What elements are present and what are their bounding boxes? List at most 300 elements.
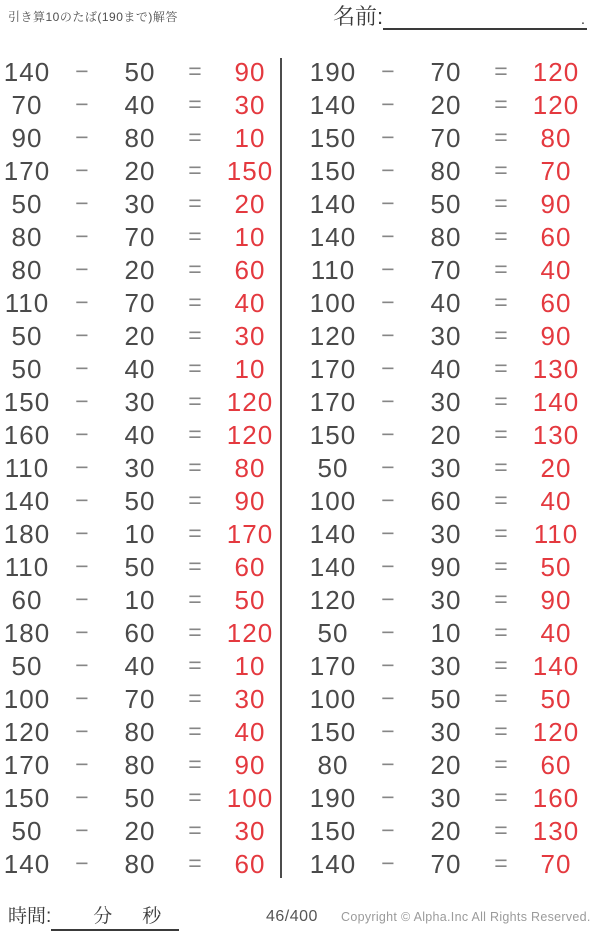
minus-icon: − [381,322,395,348]
minus-icon: − [75,718,89,744]
minus-icon: − [381,256,395,282]
operand-2: 30 [124,386,156,417]
answer: 80 [234,452,266,483]
equals-icon: = [494,751,508,777]
operand-1: 140 [3,848,51,879]
equals-icon: = [188,586,202,612]
equals-icon: = [494,586,508,612]
name-label: 名前: [333,4,384,29]
answer: 30 [234,320,266,351]
equals-icon: = [188,817,202,843]
operand-1: 50 [317,452,349,483]
operand-1: 80 [11,254,43,285]
operand-2: 50 [430,188,462,219]
operand-1: 70 [11,89,43,120]
minus-icon: − [75,322,89,348]
equals-icon: = [188,553,202,579]
equals-icon: = [494,322,508,348]
operand-2: 30 [430,452,462,483]
operand-1: 170 [3,749,51,780]
operand-1: 140 [309,551,357,582]
equals-icon: = [494,289,508,315]
minus-icon: − [381,553,395,579]
operand-2: 50 [124,782,156,813]
operand-1: 150 [3,386,51,417]
answer: 90 [234,749,266,780]
answer: 70 [540,848,572,879]
problems-column-right [280,55,600,880]
minus-icon: − [381,388,395,414]
operand-1: 170 [309,386,357,417]
operand-1: 120 [309,320,357,351]
problem-row [306,253,600,286]
operand-1: 140 [309,188,357,219]
answer: 30 [234,89,266,120]
operand-2: 40 [124,353,156,384]
operand-1: 140 [309,518,357,549]
operand-1: 110 [310,254,356,285]
operand-1: 140 [309,848,357,879]
page-number: 46/400 [266,908,318,925]
operand-2: 30 [430,782,462,813]
equals-icon: = [188,157,202,183]
equals-icon: = [494,355,508,381]
minus-icon: − [75,553,89,579]
operand-1: 110 [4,551,50,582]
operand-2: 30 [430,650,462,681]
minus-icon: − [75,91,89,117]
answer: 20 [540,452,572,483]
operand-1: 190 [309,782,357,813]
minus-icon: − [75,190,89,216]
operand-1: 100 [309,287,357,318]
operand-1: 120 [309,584,357,615]
minus-icon: − [75,784,89,810]
problem-row [0,55,280,88]
problem-row [0,781,280,814]
equals-icon: = [494,454,508,480]
answer: 120 [226,386,274,417]
minus-icon: − [381,91,395,117]
operand-2: 50 [124,56,156,87]
problem-row [0,451,280,484]
problem-row [306,121,600,154]
problem-row [306,748,600,781]
answer: 90 [234,485,266,516]
problem-row [306,781,600,814]
minus-icon: − [75,685,89,711]
problem-row [306,154,600,187]
problem-row [0,121,280,154]
operand-1: 80 [317,749,349,780]
equals-icon: = [188,256,202,282]
equals-icon: = [494,850,508,876]
operand-2: 20 [124,254,156,285]
answer: 60 [540,749,572,780]
equals-icon: = [188,850,202,876]
answer: 120 [226,419,274,450]
problem-row [0,418,280,451]
equals-icon: = [188,718,202,744]
minus-icon: − [75,751,89,777]
answer: 50 [540,683,572,714]
equals-icon: = [494,784,508,810]
operand-1: 90 [11,122,43,153]
operand-1: 150 [3,782,51,813]
operand-2: 50 [124,485,156,516]
answer: 90 [540,188,572,219]
equals-icon: = [188,289,202,315]
problem-row [0,715,280,748]
equals-icon: = [494,256,508,282]
problem-row [306,418,600,451]
problem-row [306,385,600,418]
answer: 130 [532,353,580,384]
name-field [333,4,587,30]
minus-icon: − [381,223,395,249]
problem-row [0,385,280,418]
minus-icon: − [75,652,89,678]
answer: 30 [234,683,266,714]
operand-1: 140 [309,221,357,252]
answer: 40 [540,485,572,516]
equals-icon: = [494,718,508,744]
operand-2: 80 [124,749,156,780]
operand-2: 20 [430,749,462,780]
problems-column-left [0,55,280,880]
problem-row [306,352,600,385]
equals-icon: = [494,520,508,546]
operand-2: 70 [430,56,462,87]
answer: 40 [234,716,266,747]
operand-2: 40 [124,419,156,450]
operand-1: 180 [3,617,51,648]
equals-icon: = [494,553,508,579]
minus-icon: − [381,685,395,711]
answer: 10 [234,353,266,384]
minus-icon: − [75,223,89,249]
minus-icon: − [75,487,89,513]
minus-icon: − [381,751,395,777]
operand-2: 30 [430,518,462,549]
answer: 120 [532,89,580,120]
problem-row [306,847,600,880]
operand-1: 50 [11,320,43,351]
minus-icon: − [75,157,89,183]
operand-1: 110 [4,287,50,318]
operand-1: 50 [11,353,43,384]
operand-2: 80 [124,848,156,879]
minus-icon: − [75,619,89,645]
answer: 10 [234,650,266,681]
equals-icon: = [188,685,202,711]
answer: 50 [234,584,266,615]
operand-2: 10 [124,518,156,549]
operand-2: 70 [430,254,462,285]
operand-1: 140 [3,485,51,516]
answer: 150 [226,155,274,186]
problem-row [0,319,280,352]
operand-2: 80 [430,155,462,186]
operand-1: 170 [3,155,51,186]
answer: 130 [532,815,580,846]
equals-icon: = [494,619,508,645]
problem-row [306,682,600,715]
equals-icon: = [494,817,508,843]
operand-2: 20 [430,419,462,450]
equals-icon: = [494,388,508,414]
equals-icon: = [494,91,508,117]
minus-icon: − [381,718,395,744]
problem-row [306,550,600,583]
answer: 40 [540,617,572,648]
equals-icon: = [494,223,508,249]
operand-1: 60 [11,584,43,615]
operand-2: 70 [430,848,462,879]
minus-icon: − [381,850,395,876]
equals-icon: = [188,91,202,117]
name-blank: . [383,12,587,31]
minus-icon: − [75,850,89,876]
operand-2: 70 [124,221,156,252]
operand-1: 190 [309,56,357,87]
minus-icon: − [75,520,89,546]
operand-2: 70 [124,287,156,318]
problem-row [0,682,280,715]
minus-icon: − [381,289,395,315]
operand-1: 160 [3,419,51,450]
operand-1: 80 [11,221,43,252]
operand-1: 50 [11,188,43,219]
problem-row [0,550,280,583]
operand-1: 50 [11,650,43,681]
operand-2: 90 [430,551,462,582]
operand-2: 50 [124,551,156,582]
answer: 90 [540,320,572,351]
equals-icon: = [494,421,508,447]
operand-2: 40 [124,650,156,681]
operand-1: 150 [309,122,357,153]
equals-icon: = [188,619,202,645]
problem-row [0,352,280,385]
problem-row [0,814,280,847]
equals-icon: = [494,58,508,84]
problem-row [0,616,280,649]
equals-icon: = [188,652,202,678]
problem-row [306,517,600,550]
problem-row [0,748,280,781]
equals-icon: = [188,421,202,447]
equals-icon: = [494,652,508,678]
minus-icon: − [381,784,395,810]
operand-1: 150 [309,815,357,846]
operand-1: 180 [3,518,51,549]
answer: 90 [234,56,266,87]
equals-icon: = [188,58,202,84]
minus-icon: − [381,124,395,150]
operand-2: 40 [430,353,462,384]
problem-row [306,616,600,649]
copyright-text: Copyright © Alpha.Inc All Rights Reserved. [341,910,591,924]
problem-row [306,649,600,682]
operand-2: 30 [124,188,156,219]
operand-2: 30 [430,584,462,615]
problem-row [0,220,280,253]
operand-2: 30 [430,386,462,417]
answer: 140 [532,650,580,681]
minus-icon: − [75,124,89,150]
minus-icon: − [75,817,89,843]
operand-2: 30 [430,320,462,351]
minus-icon: − [75,256,89,282]
operand-1: 120 [3,716,51,747]
problem-row [0,649,280,682]
operand-1: 100 [309,683,357,714]
operand-2: 70 [430,122,462,153]
problem-row [306,319,600,352]
minus-icon: − [381,58,395,84]
operand-1: 140 [309,89,357,120]
answer: 120 [226,617,274,648]
equals-icon: = [188,454,202,480]
operand-1: 100 [309,485,357,516]
equals-icon: = [188,322,202,348]
operand-2: 20 [430,89,462,120]
operand-2: 20 [124,815,156,846]
answer: 60 [234,551,266,582]
operand-1: 170 [309,353,357,384]
equals-icon: = [188,223,202,249]
answer: 90 [540,584,572,615]
problem-row [306,220,600,253]
answer: 20 [234,188,266,219]
minus-icon: − [381,190,395,216]
operand-2: 80 [430,221,462,252]
answer: 120 [532,56,580,87]
operand-2: 20 [124,320,156,351]
operand-1: 50 [11,815,43,846]
operand-2: 40 [430,287,462,318]
equals-icon: = [188,124,202,150]
problem-row [0,484,280,517]
equals-icon: = [188,355,202,381]
minus-icon: − [381,652,395,678]
problems-area [0,55,600,880]
operand-1: 110 [4,452,50,483]
operand-2: 80 [124,716,156,747]
equals-icon: = [494,487,508,513]
minus-icon: − [381,817,395,843]
operand-1: 140 [3,56,51,87]
answer: 10 [234,221,266,252]
operand-1: 150 [309,716,357,747]
operand-2: 50 [430,683,462,714]
minus-icon: − [381,619,395,645]
operand-2: 10 [124,584,156,615]
minus-icon: − [75,454,89,480]
problem-row [0,847,280,880]
seconds-label: 秒 [142,906,162,927]
answer: 60 [540,221,572,252]
minus-icon: − [75,289,89,315]
problem-row [0,517,280,550]
answer: 60 [234,848,266,879]
answer: 80 [540,122,572,153]
operand-1: 150 [309,419,357,450]
minus-icon: − [381,421,395,447]
answer: 120 [532,716,580,747]
time-blank [51,901,179,931]
operand-2: 70 [124,683,156,714]
equals-icon: = [494,157,508,183]
problem-row [306,484,600,517]
operand-2: 20 [124,155,156,186]
answer: 70 [540,155,572,186]
minus-icon: − [75,421,89,447]
operand-2: 10 [430,617,462,648]
problem-row [0,88,280,121]
minus-icon: − [381,157,395,183]
operand-2: 60 [430,485,462,516]
problem-row [0,583,280,616]
problem-row [306,583,600,616]
problem-row [0,253,280,286]
equals-icon: = [188,487,202,513]
answer: 60 [540,287,572,318]
equals-icon: = [188,520,202,546]
answer: 130 [532,419,580,450]
minus-icon: − [381,586,395,612]
problem-row [306,715,600,748]
answer: 40 [234,287,266,318]
minus-icon: − [381,520,395,546]
answer: 100 [226,782,274,813]
operand-2: 30 [430,716,462,747]
operand-2: 30 [124,452,156,483]
minutes-label: 分 [93,906,113,927]
answer: 110 [533,518,579,549]
answer: 40 [540,254,572,285]
problem-row [0,286,280,319]
minus-icon: − [381,487,395,513]
minus-icon: − [381,454,395,480]
time-field [8,901,179,931]
problem-row [306,814,600,847]
problem-row [306,88,600,121]
problem-row [0,154,280,187]
minus-icon: − [75,355,89,381]
operand-1: 150 [309,155,357,186]
answer: 170 [226,518,274,549]
time-label: 時間: [8,906,52,927]
equals-icon: = [494,124,508,150]
minus-icon: − [75,586,89,612]
minus-icon: − [381,355,395,381]
page-title: 引き算10のたば(190まで)解答 [8,10,178,24]
minus-icon: − [75,388,89,414]
answer: 50 [540,551,572,582]
equals-icon: = [494,685,508,711]
answer: 10 [234,122,266,153]
operand-1: 100 [3,683,51,714]
operand-2: 60 [124,617,156,648]
problem-row [306,187,600,220]
answer: 60 [234,254,266,285]
problem-row [0,187,280,220]
equals-icon: = [188,751,202,777]
equals-icon: = [188,388,202,414]
answer: 160 [532,782,580,813]
